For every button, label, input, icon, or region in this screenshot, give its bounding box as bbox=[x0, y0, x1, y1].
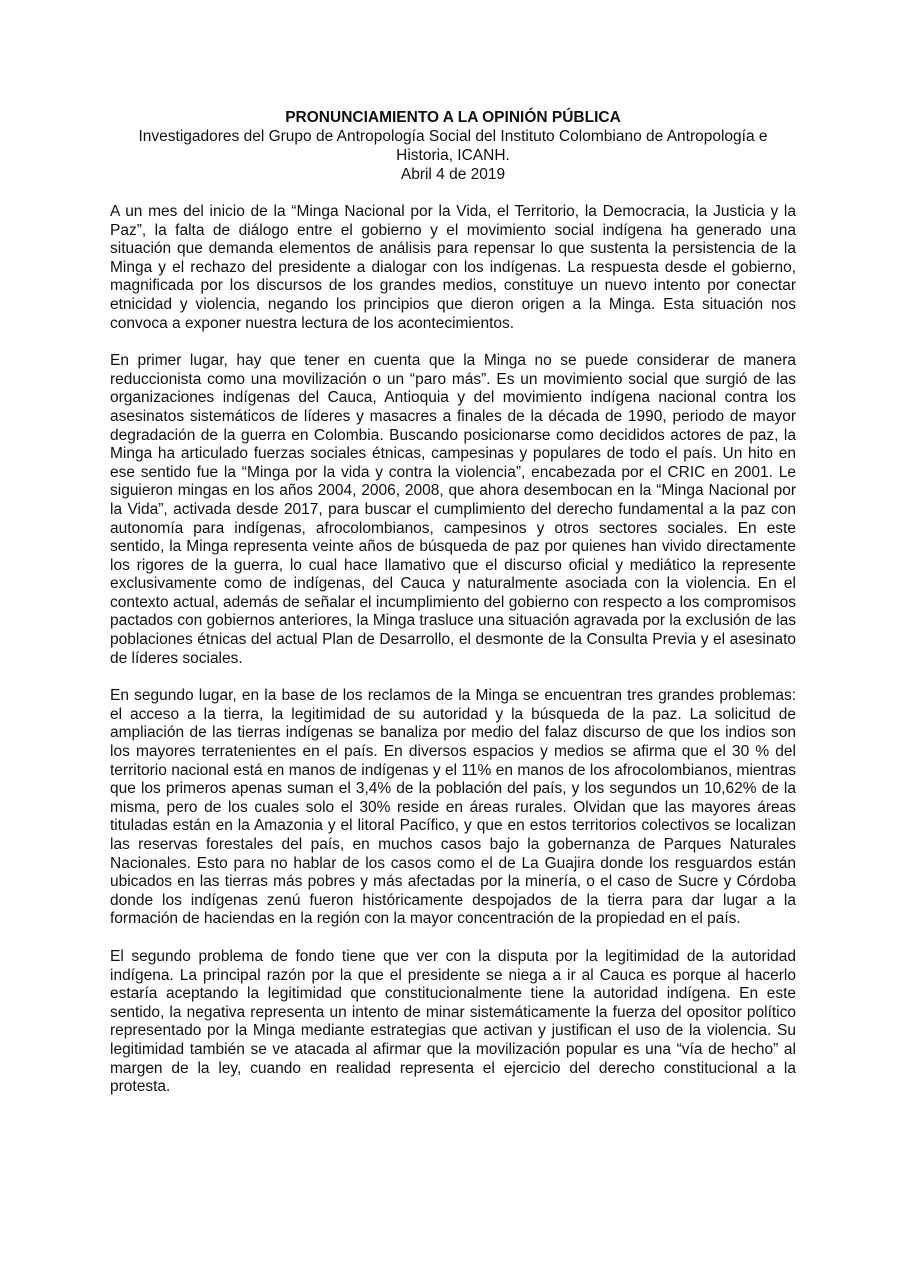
paragraph-4: El segundo problema de fondo tiene que ver con la disputa por la legitimidad de la autoridad indígena. La principal razón por la que el presidente se niega a ir al Cauca es porque al hacerlo estaría aceptando la legitimidad que constitucionalmente tiene la autoridad indígena. En este sentido, la negativa representa un intento de minar sistemáticamente la fuerza del opositor político representado por la Minga mediante estrategias que activan y justifican el uso de la violencia. Su legitimidad también se ve atacada al afirmar que la movilización popular es una “vía de hecho” al margen de la ley, cuando en realidad representa el ejercicio del derecho constitucional a la protesta. bbox=[110, 947, 796, 1096]
document-title: PRONUNCIAMIENTO A LA OPINIÓN PÚBLICA bbox=[285, 109, 621, 126]
document-header bbox=[96, 108, 810, 184]
document-subtitle-line-1: Investigadores del Grupo de Antropología Social del Instituto Colombiano de Antropología e bbox=[138, 128, 768, 145]
paragraph-2: En primer lugar, hay que tener en cuenta que la Minga no se puede considerar de manera reduccionista como una movilización o un “paro más”. Es un movimiento social que surgió de las organizaciones indígenas del Cauca, Antioquia y del movimiento indígena nacional contra los asesinatos sistemáticos de líderes y masacres a finales de la década de 1990, periodo de mayor degradación de la guerra en Colombia. Buscando posicionarse como decididos actores de paz, la Minga ha articulado fuerzas sociales étnicas, campesinas y populares de todo el país. Un hito en ese sentido fue la “Minga por la vida y contra la violencia”, encabezada por el CRIC en 2001. Le siguieron mingas en los años 2004, 2006, 2008, que ahora desembocan en la “Minga Nacional por la Vida”, activada desde 2017, para buscar el cumplimiento del derecho fundamental a la paz con autonomía para indígenas, afrocolombianos, campesinos y otros sectores sociales. En este sentido, la Minga representa veinte años de búsqueda de paz por quienes han vivido directamente los rigores de la guerra, lo cual hace llamativo que el discurso oficial y mediático la represente exclusivamente como de indígenas, del Cauca y naturalmente asociada con la violencia. En el contexto actual, además de señalar el incumplimiento del gobierno con respecto a los compromisos pactados con gobiernos anteriores, la Minga trasluce una situación agravada por la exclusión de las poblaciones étnicas del actual Plan de Desarrollo, el desmonte de la Consulta Previa y el asesinato de líderes sociales. bbox=[110, 352, 796, 667]
document-date: Abril 4 de 2019 bbox=[400, 166, 506, 183]
paragraph-3: En segundo lugar, en la base de los reclamos de la Minga se encuentran tres grandes problemas: el acceso a la tierra, la legitimidad de su autoridad y la búsqueda de la paz. La solicitud de ampliación de las tierras indígenas se banaliza por medio del falaz discurso de que los indios son los mayores terratenientes en el país. En diversos espacios y medios se afirma que el 30 % del territorio nacional está en manos de indígenas y el 11% en manos de los afrocolombianos, mientras que los primeros apenas suman el 3,4% de la población del país, y los segundos un 10,62% de la misma, pero de los cuales solo el 30% reside en áreas rurales. Olvidan que las mayores áreas tituladas están en la Amazonia y el litoral Pacífico, y que en estos territorios colectivos se localizan las reservas forestales del país, en muchos casos bajo la gobernanza de Parques Naturales Nacionales. Esto para no hablar de los casos como el de La Guajira donde los resguardos están ubicados en las tierras más pobres y más afectadas por la minería, o el caso de Sucre y Córdoba donde los indígenas zenú fueron históricamente despojados de la tierra para dar lugar a la formación de haciendas en la región con la mayor concentración de la propiedad en el país. bbox=[110, 687, 796, 928]
paragraph-1: A un mes del inicio de la “Minga Nacional por la Vida, el Territorio, la Democracia, la Justicia y la Paz”, la falta de diálogo entre el gobierno y el movimiento social indígena ha generado una situación que demanda elementos de análisis para repensar lo que sustenta la persistencia de la Minga y el rechazo del presidente a dialogar con los indígenas. La respuesta desde el gobierno, magnificada por los discursos de los grandes medios, constituye un nuevo intento por conectar etnicidad y violencia, negando los principios que dieron origen a la Minga. Esta situación nos convoca a exponer nuestra lectura de los acontecimientos. bbox=[110, 203, 796, 332]
document-page bbox=[110, 108, 796, 1116]
document-subtitle-line-2: Historia, ICANH. bbox=[396, 147, 510, 164]
